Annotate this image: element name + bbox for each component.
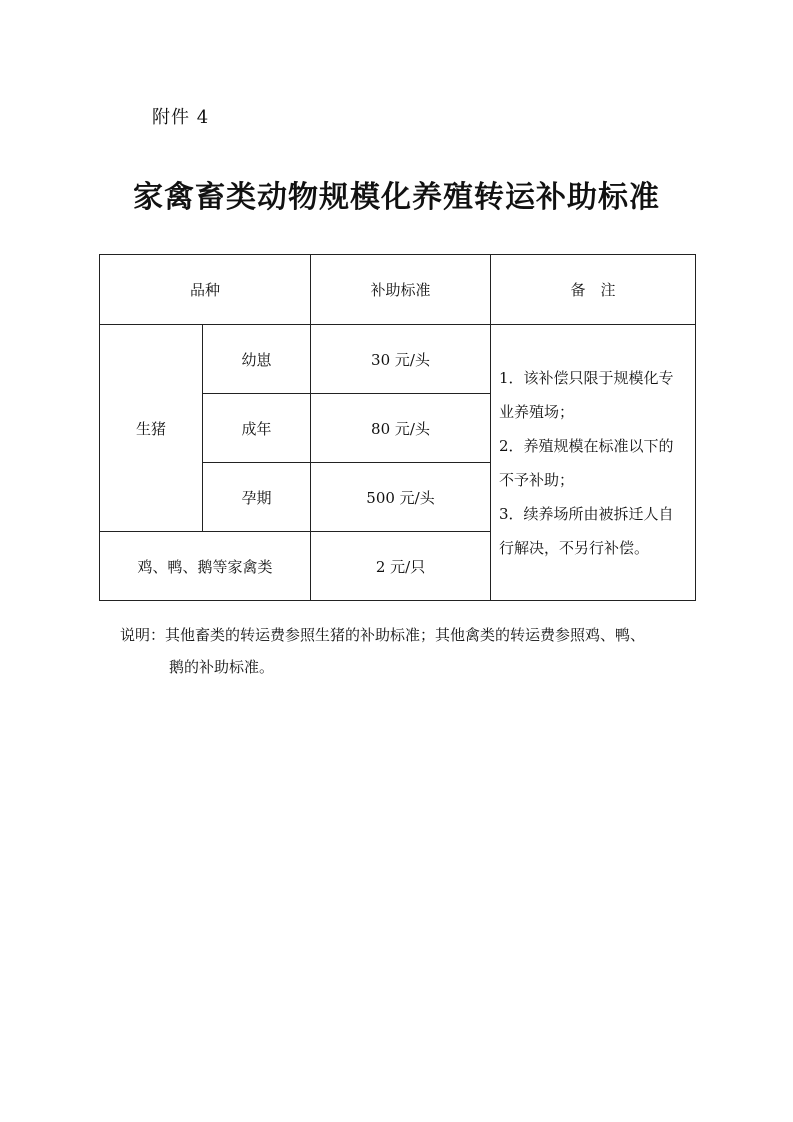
table-row bbox=[100, 325, 696, 394]
document-title: 家禽畜类动物规模化养殖转运补助标准 bbox=[133, 180, 660, 215]
explanation-note bbox=[120, 619, 690, 683]
poultry-amount-cell: 2 元/只 bbox=[311, 532, 491, 601]
remark-line: 业养殖场； bbox=[499, 402, 575, 421]
header-variety: 品种 bbox=[100, 255, 311, 325]
subsidy-table bbox=[99, 254, 696, 601]
remark-line: 2．养殖规模在标准以下的 bbox=[499, 436, 674, 455]
pig-amount-cell: 500 元/头 bbox=[311, 463, 491, 532]
table-header-row bbox=[100, 255, 696, 325]
remark-line: 1．该补偿只限于规模化专 bbox=[499, 368, 674, 387]
remark-line: 3．续养场所由被拆迁人自 bbox=[499, 504, 674, 523]
remark-cell bbox=[491, 325, 696, 601]
poultry-label: 鸡、鸭、鹅等家禽类 bbox=[100, 532, 311, 601]
attachment-label: 附件 4 bbox=[152, 107, 210, 128]
pig-label: 生猪 bbox=[100, 325, 203, 532]
note-line-2: 鹅的补助标准。 bbox=[169, 658, 275, 676]
note-line-1: 说明：其他畜类的转运费参照生猪的补助标准；其他禽类的转运费参照鸡、鸭、 bbox=[120, 626, 646, 644]
header-remark: 备 注 bbox=[491, 255, 696, 325]
pig-amount-cell: 30 元/头 bbox=[311, 325, 491, 394]
header-standard: 补助标准 bbox=[311, 255, 491, 325]
remark-line: 不予补助； bbox=[499, 470, 575, 489]
pig-stage-cell: 孕期 bbox=[203, 463, 311, 532]
pig-amount-cell: 80 元/头 bbox=[311, 394, 491, 463]
pig-stage-cell: 成年 bbox=[203, 394, 311, 463]
remark-line: 行解决，不另行补偿。 bbox=[499, 538, 650, 557]
pig-stage-cell: 幼崽 bbox=[203, 325, 311, 394]
